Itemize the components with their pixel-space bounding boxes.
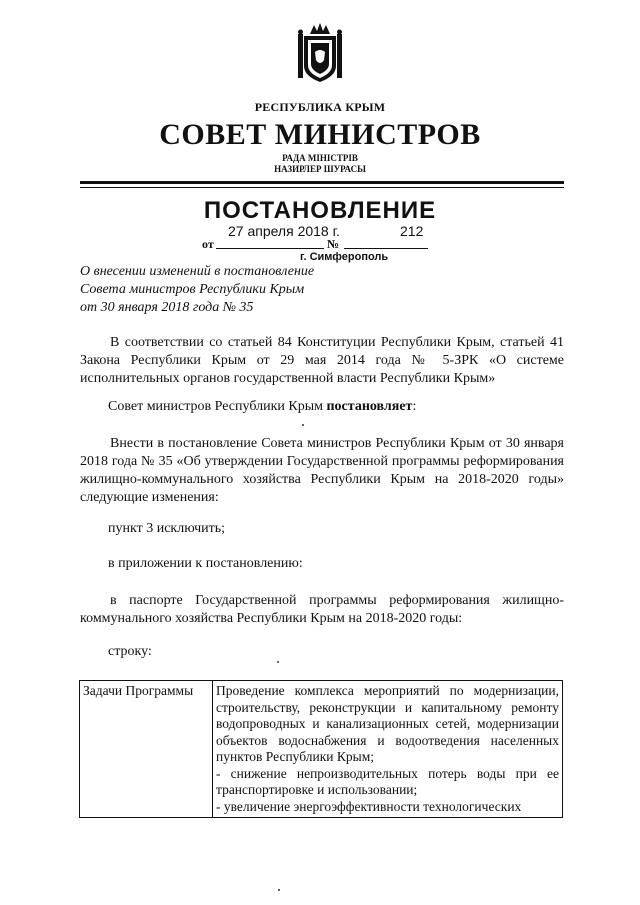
- decides-paragraph: [108, 399, 416, 415]
- table-main-text: Проведение комплекса мероприятий по модернизации, строительству, реконструкции и капитальному ремонту водопроводных и канализационных сетей, модернизации объектов водоснабжения и водоотведения населенных пунктов Республики Крым;: [216, 683, 559, 764]
- item-annex-paragraph: в приложении к постановлению:: [108, 556, 303, 571]
- table-label-cell: Задачи Программы: [80, 681, 213, 818]
- ukrainian-heading: РАДА МІНІСТРІВ: [282, 153, 358, 163]
- table-content-cell: [213, 681, 563, 818]
- table-bullet-2: - увеличение энергоэффективности технологических: [216, 798, 522, 814]
- item-row-paragraph: строку:: [108, 644, 152, 659]
- decides-prefix: Совет министров Республики Крым: [108, 399, 327, 414]
- scan-speck: [278, 889, 280, 891]
- resolution-date: 27 апреля 2018 г.: [228, 223, 340, 239]
- resolution-number: 212: [400, 223, 424, 239]
- item-passport-paragraph: в паспорте Государственной программы реформирования жилищно-коммунального хозяйства Республики Крым на 2018-2020 годы:: [80, 593, 564, 626]
- program-tasks-table: [79, 680, 563, 818]
- date-underline: [216, 248, 324, 249]
- item-exclude-paragraph: пункт 3 исключить;: [108, 521, 226, 536]
- decides-keyword: постановляет: [326, 399, 413, 414]
- number-underline: [344, 248, 428, 249]
- crimean-tatar-heading: НАЗИРЛЕР ШУРАСЫ: [274, 164, 366, 174]
- subject-line-3: от 30 января 2018 года № 35: [80, 300, 254, 315]
- header-thin-divider: [80, 187, 564, 188]
- basis-paragraph: В соответствии со статьей 84 Конституции Республики Крым, статьей 41 Закона Республики Крым от 29 мая 2014 года № 5-ЗРК «О системе исполнительных органов государственной власти Республики Крым»: [80, 335, 564, 386]
- number-label: №: [327, 237, 340, 251]
- scan-speck: [277, 661, 279, 663]
- date-label: от: [202, 237, 214, 251]
- amend-paragraph: Внести в постановление Совета министров Республики Крым от 30 января 2018 года № 35 «Об утверждении Государственной программы реформирования жилищно-коммунального хозяйства Республики Крым на 2018-2020 годы» следующие изменения:: [80, 436, 564, 505]
- document-title: ПОСТАНОВЛЕНИЕ: [203, 197, 437, 224]
- subject-line-2: Совета министров Республики Крым: [80, 282, 305, 297]
- city-label: г. Симферополь: [300, 251, 389, 263]
- council-heading: СОВЕТ МИНИСТРОВ: [159, 118, 481, 151]
- republic-heading: РЕСПУБЛИКА КРЫМ: [254, 100, 386, 114]
- header-thick-divider: [80, 181, 564, 184]
- table-row: [80, 681, 563, 818]
- scan-speck: [302, 424, 304, 426]
- coat-of-arms-emblem: [298, 22, 342, 84]
- table-bullet-1: - снижение непроизводительных потерь воды при ее транспортировке и использовании;: [216, 765, 559, 797]
- subject-line-1: О внесении изменений в постановление: [80, 264, 315, 279]
- decides-suffix: :: [412, 399, 417, 414]
